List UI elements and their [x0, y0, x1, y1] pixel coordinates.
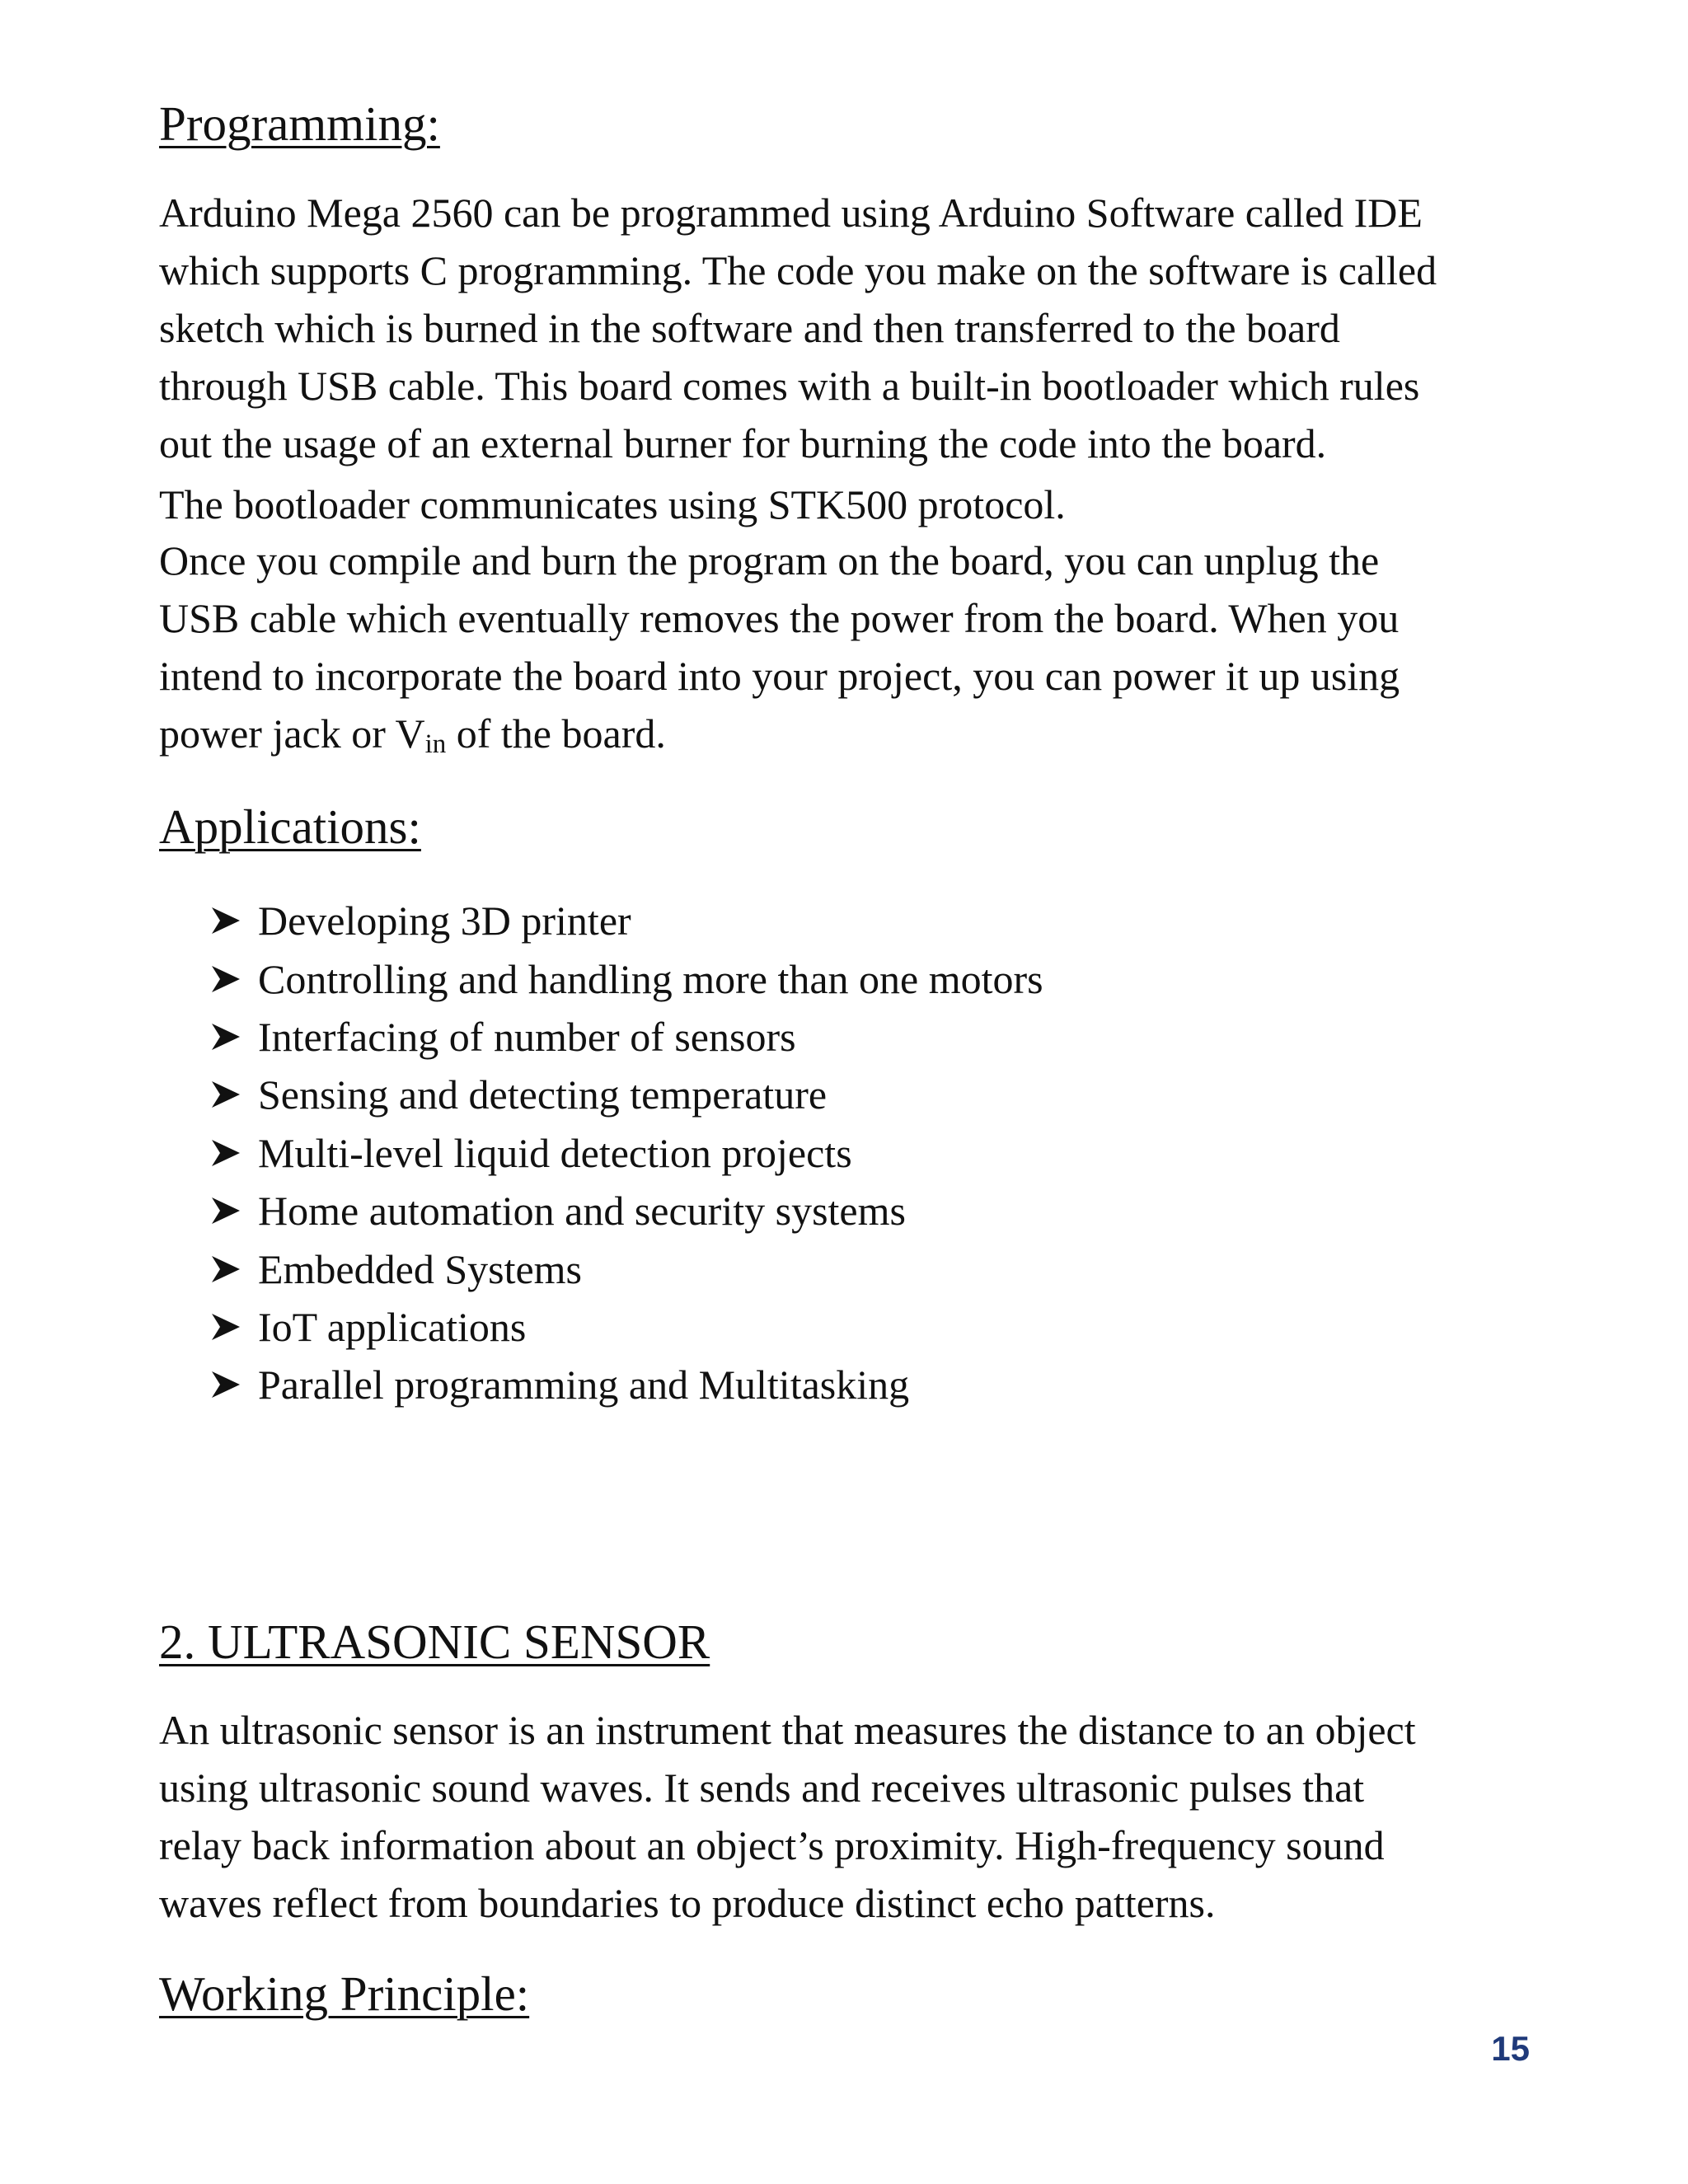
- programming-paragraph-line: out the usage of an external burner for burning the code into the board.: [159, 420, 1327, 466]
- list-item: [209, 1240, 1043, 1297]
- arrowhead-bullet-icon: [209, 1020, 258, 1053]
- working-principle-heading: Working Principle:: [159, 1966, 530, 2021]
- applications-heading: Applications:: [159, 799, 421, 854]
- ultrasonic-paragraph-line: waves reflect from boundaries to produce distinct echo patterns.: [159, 1880, 1216, 1926]
- arrowhead-bullet-icon: [209, 1194, 258, 1227]
- arrowhead-bullet-icon: [209, 1368, 258, 1401]
- ultrasonic-paragraph-line: using ultrasonic sound waves. It sends and receives ultrasonic pulses that: [159, 1765, 1365, 1811]
- page-number: 15: [1491, 2029, 1530, 2068]
- programming-paragraph-line: The bootloader communicates using STK500 protocol.: [159, 481, 1066, 527]
- list-item: [209, 1066, 1043, 1123]
- list-item-text: Developing 3D printer: [258, 898, 631, 944]
- list-item: [209, 1298, 1043, 1356]
- programming-paragraph-line: through USB cable. This board comes with a built-in bootloader which rules: [159, 363, 1420, 409]
- list-item-text: IoT applications: [258, 1303, 527, 1350]
- vin-suffix: of the board.: [446, 710, 666, 757]
- arrowhead-bullet-icon: [209, 1078, 258, 1111]
- list-item-text: Multi-level liquid detection projects: [258, 1129, 852, 1176]
- arrowhead-bullet-icon: [209, 1253, 258, 1286]
- list-item: [209, 1182, 1043, 1240]
- list-item: [209, 1124, 1043, 1182]
- ultrasonic-sensor-heading: 2. ULTRASONIC SENSOR: [159, 1615, 710, 1669]
- applications-list: [209, 892, 1043, 1414]
- arrowhead-bullet-icon: [209, 904, 258, 937]
- arrowhead-bullet-icon: [209, 1310, 258, 1343]
- list-item-text: Home automation and security systems: [258, 1188, 906, 1235]
- ultrasonic-paragraph-line: An ultrasonic sensor is an instrument that measures the distance to an object: [159, 1707, 1416, 1753]
- arrowhead-bullet-icon: [209, 963, 258, 996]
- arrowhead-bullet-icon: [209, 1137, 258, 1169]
- programming-paragraph-line: sketch which is burned in the software and then transferred to the board: [159, 305, 1340, 351]
- programming-paragraph-line: Arduino Mega 2560 can be programmed using Arduino Software called IDE: [159, 190, 1423, 236]
- vin-prefix: power jack or V: [159, 710, 425, 757]
- list-item: [209, 1008, 1043, 1066]
- programming-paragraph-line: USB cable which eventually removes the power from the board. When you: [159, 595, 1400, 641]
- ultrasonic-paragraph-line: relay back information about an object’s proximity. High-frequency sound: [159, 1822, 1385, 1868]
- list-item: [209, 1356, 1043, 1413]
- list-item: [209, 949, 1043, 1007]
- programming-paragraph-line: Once you compile and burn the program on the board, you can unplug the: [159, 537, 1380, 583]
- programming-paragraph-last-line: [159, 709, 666, 758]
- programming-paragraph-line: which supports C programming. The code you make on the software is called: [159, 247, 1437, 293]
- list-item-text: Parallel programming and Multitasking: [258, 1361, 910, 1408]
- list-item-text: Embedded Systems: [258, 1245, 583, 1292]
- list-item-text: Interfacing of number of sensors: [258, 1013, 796, 1060]
- programming-heading: Programming:: [159, 96, 440, 151]
- programming-paragraph-line: intend to incorporate the board into your project, you can power it up using: [159, 653, 1400, 699]
- list-item-text: Sensing and detecting temperature: [258, 1071, 828, 1118]
- list-item: [209, 892, 1043, 949]
- list-item-text: Controlling and handling more than one motors: [258, 955, 1043, 1002]
- vin-subscript: in: [424, 729, 447, 759]
